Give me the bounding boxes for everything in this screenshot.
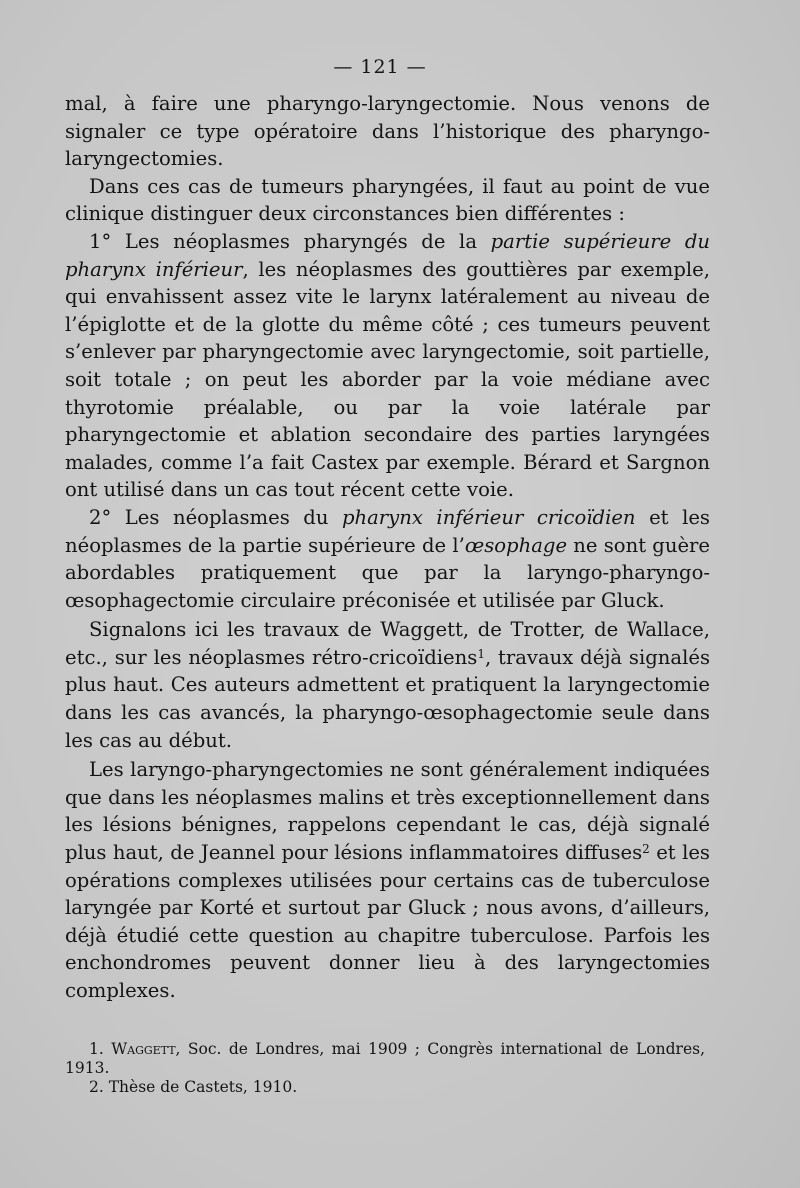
paragraph-6-text-a: Les laryngo-pharyngectomies ne sont généralement indiquées que dans les néoplasmes malins et très exceptionnellement dans les lésions bénignes, rappelons cependant le cas, déjà signalé plus haut, de Jeannel pour lésions inflammatoires diffuses (65, 758, 710, 865)
footnote-1-number: 1. (89, 1040, 112, 1058)
paragraph-3-italic: partie supérieure du pharynx inférieur (65, 229, 710, 281)
paragraph-1: mal, à faire une pharyngo-laryngectomie. Nous venons de signaler ce type opératoire dans l’historique des pharyngo-laryngectomies. (65, 92, 710, 171)
paragraph-3 (65, 228, 710, 504)
footnote-1-text: , Soc. de Londres, mai 1909 ; Congrès international de Londres, 1913. (65, 1040, 705, 1077)
paragraph-4-italic-2: œsophage (464, 533, 568, 557)
paragraph-5-text-b: , travaux déjà signalés plus haut. Ces auteurs admettent et pratiquent la laryngectomie dans les cas avancés, la pharyngo-œsophagectomie seule dans les cas au début. (65, 645, 710, 752)
paragraph-4-text-a: 2° Les néoplasmes du (89, 505, 342, 529)
paragraph-4 (65, 504, 710, 614)
footnote-1-author: Waggett (111, 1040, 176, 1058)
page-number: — 121 — (333, 56, 427, 78)
body-text (65, 90, 710, 1005)
footnote-ref-1[interactable]: 1 (477, 646, 485, 661)
paragraph-4-text-c: ne sont guère abordables pratiquement que par la laryngo-pharyngo-œsophagectomie circulaire préconisée et utilisée par Gluck. (65, 533, 711, 612)
footnote-1 (65, 1040, 705, 1078)
paragraph-2: Dans ces cas de tumeurs pharyngées, il faut au point de vue clinique distinguer deux circonstances bien différentes : (65, 174, 710, 226)
paragraph-5-text-a: Signalons ici les travaux de Waggett, de Trotter, de Wallace, etc., sur les néoplasmes rétro-cricoïdiens (65, 618, 710, 669)
paragraph-6-text-b: et les opérations complexes utilisées pour certains cas de tuberculose laryngée par Korté et surtout par Gluck ; nous avons, d’ailleurs, déjà étudié cette question au chapitre tuberculose. Parfois les enchondromes peuvent donner lieu à des laryngectomies complexes. (65, 841, 710, 1002)
paragraph-3-text-a: 1° Les néoplasmes pharyngés de la (89, 229, 491, 253)
footnote-2: 2. Thèse de Castets, 1910. (89, 1078, 298, 1096)
paragraph-4-italic-1: pharynx inférieur cricoïdien (341, 505, 636, 529)
paragraph-6 (65, 756, 710, 1004)
paragraph-3-text-b: , les néoplasmes des gouttières par exemple, qui envahissent assez vite le larynx latéralement au niveau de l’épiglotte et de la glotte du même côté ; ces tumeurs peuvent s’enlever par pharyngectomie avec laryngectomie, soit partielle, soit totale ; on peut les aborder par la voie médiane avec thyrotomie préalable, ou par la voie latérale par pharyngectomie et ablation secondaire des parties laryngées malades, comme l’a fait Castex par exemple. Bérard et Sargnon ont utilisé dans un cas tout récent cette voie. (65, 257, 710, 502)
footnote-ref-2[interactable]: 2 (642, 842, 650, 857)
paragraph-4-text-b: et les néoplasmes de la partie supérieure de l’ (65, 505, 710, 557)
paragraph-5 (65, 616, 710, 754)
footnotes (65, 1040, 705, 1097)
